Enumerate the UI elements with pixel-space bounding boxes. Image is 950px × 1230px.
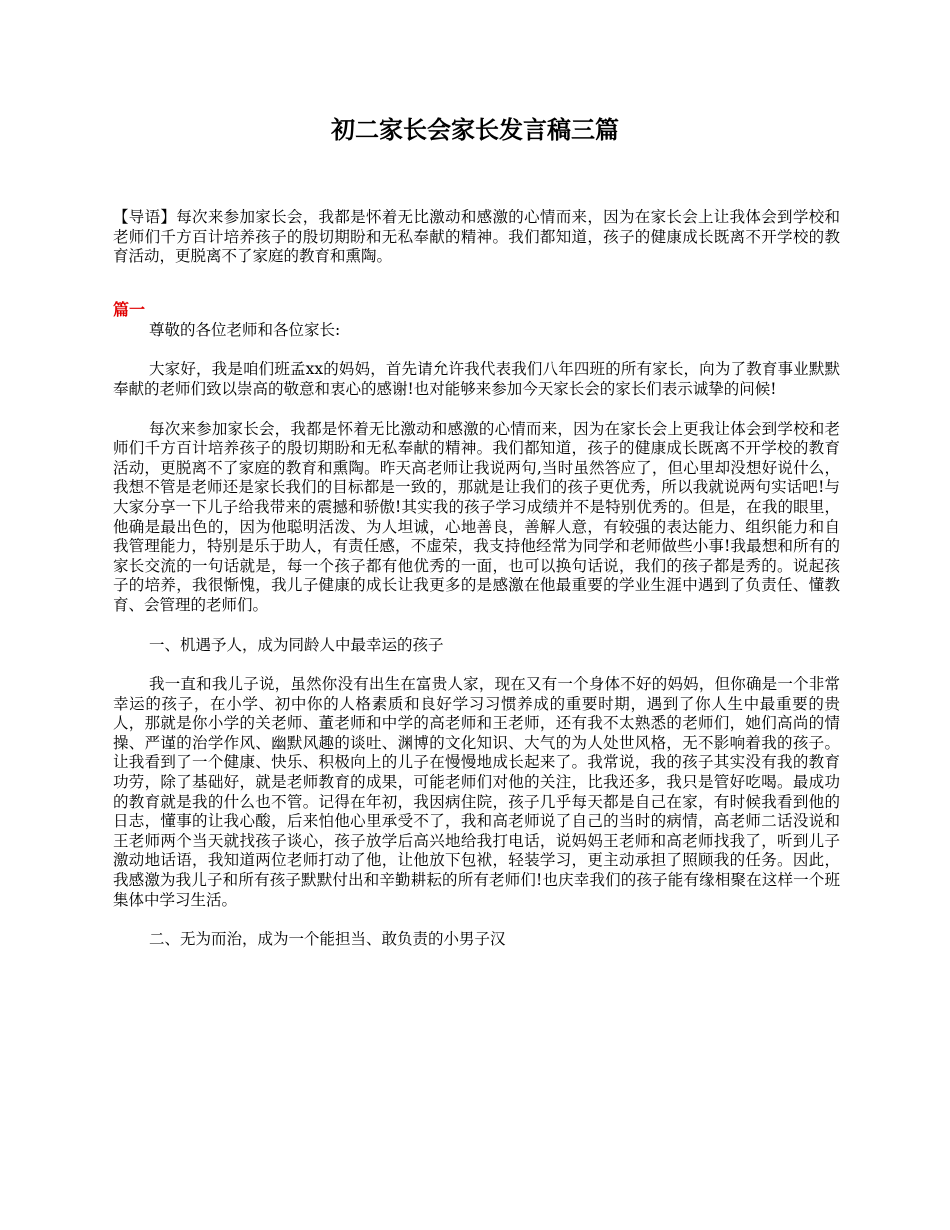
document-title: 初二家长会家长发言稿三篇 bbox=[331, 115, 619, 144]
salutation-paragraph: 尊敬的各位老师和各位家长: bbox=[149, 320, 341, 339]
subheading-two: 二、无为而治，成为一个能担当、敢负责的小男子汉 bbox=[149, 930, 506, 949]
greeting-paragraph: 大家好，我是咱们班孟xx的妈妈，首先请允许我代表我们八年四班的所有家长，向为了教育事业默默奉献的老师们致以崇高的敬意和衷心的感谢!也对能够来参加今天家长会的家长们表示诚挚的问候! bbox=[113, 360, 840, 398]
body-paragraph: 每次来参加家长会，我都是怀着无比激动和感激的心情而来，因为在家长会上更我让体会到学校和老师们千方百计培养孩子的殷切期盼和无私奉献的精神。我们都知道，孩子的健康成长既离不开学校的教育活动，更脱离不了家庭的教育和熏陶。昨天高老师让我说两句,当时虽然答应了，但心里却没想好说什么，我想不管是老师还是家长我们的目标都是一致的，那就是让我们的孩子更优秀，所以我就说两句实话吧!与大家分享一下儿子给我带来的震撼和骄傲!其实我的孩子学习成绩并不是特别优秀的。但是，在我的眼里，他确是最出色的，因为他聪明活泼、为人坦诚，心地善良，善解人意，有较强的表达能力、组织能力和自我管理能力，特别是乐于助人，有责任感，不虚荣，我支持他经常为同学和老师做些小事!我最想和所有的家长交流的一句话就是，每一个孩子都有他优秀的一面，也可以换句话说，我们的孩子都是秀的。说起孩子的培养，我很惭愧，我儿子健康的成长让我更多的是感激在他最重要的学业生涯中遇到了负责任、懂教育、会管理的老师们。 bbox=[113, 419, 840, 614]
intro-paragraph: 【导语】每次来参加家长会，我都是怀着无比激动和感激的心情而来，因为在家长会上让我体会到学校和老师们千方百计培养孩子的殷切期盼和无私奉献的精神。我们都知道，孩子的健康成长既离不开学校的教育活动，更脱离不了家庭的教育和熏陶。 bbox=[113, 208, 840, 266]
subheading-one: 一、机遇予人，成为同龄人中最幸运的孩子 bbox=[149, 635, 444, 654]
document-body bbox=[113, 208, 840, 950]
body-paragraph: 我一直和我儿子说，虽然你没有出生在富贵人家，现在又有一个身体不好的妈妈，但你确是一个非常幸运的孩子，在小学、初中你的人格素质和良好学习习惯养成的重要时期，遇到了你人生中最重要的贵人，那就是你小学的关老师、董老师和中学的高老师和王老师，还有我不太熟悉的老师们，她们高尚的情操、严谨的治学作风、幽默风趣的谈吐、渊博的文化知识、大气的为人处世风格，无不影响着我的孩子。让我看到了一个健康、快乐、积极向上的儿子在慢慢地成长起来了。我常说，我的孩子其实没有我的教育功劳，除了基础好，就是老师教育的成果，可能老师们对他的关注，比我还多，我只是管好吃喝。最成功的教育就是我的什么也不管。记得在年初，我因病住院，孩子几乎每天都是自己在家，有时候我看到他的日志，懂事的让我心酸，后来怕他心里承受不了，我和高老师说了自己的当时的病情，高老师二话没说和王老师两个当天就找孩子谈心，孩子放学后高兴地给我打电话，说妈妈王老师和高老师找我了，听到儿子激动地话语，我知道两位老师打动了他，让他放下包袱，轻装学习，更主动承担了照顾我的任务。因此，我感激为我儿子和所有孩子默默付出和辛勤耕耘的所有老师们!也庆幸我们的孩子能有缘相聚在这样一个班集体中学习生活。 bbox=[113, 675, 840, 909]
section-heading: 篇一 bbox=[113, 299, 146, 319]
